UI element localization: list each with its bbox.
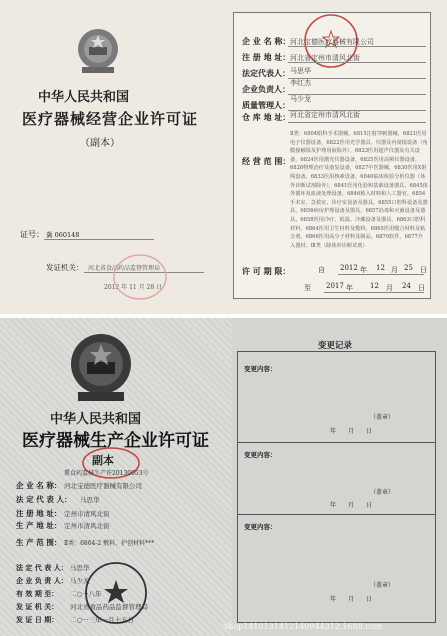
field-label-company: 企 业 名 称：: [242, 36, 291, 46]
validity-from-year: 2012: [340, 264, 358, 272]
validity-from-day-unit: 日: [420, 266, 427, 274]
change-seal-label-1: （盖章）: [370, 414, 395, 421]
cert-no-label: 证号：: [20, 230, 44, 239]
validity-to-year: 2017: [326, 282, 344, 290]
lower-value-manager: 马少龙: [70, 577, 90, 585]
change-record-box: [237, 351, 436, 623]
validity-from-day: 25: [404, 264, 413, 272]
lower-label-issue-date: 发 证 日 期：: [16, 615, 59, 624]
field-label-manager: 企业负责人：: [242, 84, 290, 94]
field-value-company: 河北宝德医疗器械有限公司: [290, 38, 374, 46]
field-value-legal-rep: 马思华: [290, 67, 311, 75]
validity-from-year-unit: 年: [360, 266, 367, 274]
national-emblem-large-icon: [62, 330, 140, 404]
field-label-validity: 许 可 期 限：: [242, 266, 291, 276]
issuer-label: 发证机关：: [46, 263, 84, 272]
field-value-manager: 李红杰: [290, 79, 311, 87]
field-label-quality: 质量管理人：: [242, 100, 290, 110]
validity-to-day: 24: [402, 282, 411, 290]
field-label-legal-rep: 法定代表人：: [242, 68, 290, 78]
lower-value-valid-until: 二○一八年: [70, 590, 102, 598]
top-license-title: 医疗器械经营企业许可证: [22, 110, 199, 128]
bottom-product-scope: Ⅱ类：6864-2 敷料、护创材料***: [64, 540, 155, 547]
bottom-copy-label: 副本: [92, 454, 114, 467]
validity-from-label: 自: [318, 266, 325, 274]
validity-to-day-unit: 日: [418, 284, 425, 292]
change-record-title: 变更记录: [318, 341, 353, 351]
bottom-field-value-prod-address: 定州市清风北街: [64, 522, 110, 530]
issue-date: 2012 年 11 月 28 日: [104, 284, 163, 291]
field-label-warehouse: 仓 库 地 址：: [242, 112, 291, 122]
lower-label-valid-until: 有 效 期 至：: [16, 589, 59, 598]
change-date-1: 年 月 日: [330, 428, 373, 435]
change-seal-label-3: （盖章）: [370, 582, 395, 589]
bottom-license-title: 医疗器械生产企业许可证: [22, 431, 209, 451]
bottom-field-value-legal-rep: 马思华: [80, 496, 100, 504]
lower-label-manager: 企 业 负 责 人：: [16, 576, 68, 585]
issuer-seal-icon: [78, 560, 154, 626]
field-value-quality: 马少龙: [290, 95, 311, 103]
top-copy-label: （副本）: [80, 138, 120, 149]
national-emblem-icon: [70, 25, 126, 77]
change-seal-label-2: （盖章）: [370, 489, 395, 496]
bottom-product-scope-label: 生 产 范 围：: [16, 538, 62, 547]
bottom-cert-no: 冀食药监械生产许20130053号: [64, 470, 149, 477]
lower-label-legal-rep: 法 定 代 表 人：: [16, 563, 68, 572]
bottom-field-label-prod-address: 生 产 地 址：: [16, 521, 62, 530]
bottom-field-label-legal-rep: 法 定 代 表 人：: [16, 495, 72, 504]
change-content-label-1: 变更内容：: [244, 365, 277, 373]
change-date-3: 年 月 日: [330, 596, 373, 603]
validity-to-month-unit: 月: [386, 284, 393, 292]
field-label-reg-address: 注 册 地 址：: [242, 52, 291, 62]
lower-value-legal-rep: 马思华: [70, 564, 90, 572]
lower-value-issue-date: 二○一三年一月十五日: [70, 616, 135, 624]
bottom-field-value-reg-address: 定州市清风北街: [64, 510, 110, 518]
bottom-field-value-company: 河北宝德医疗器械有限公司: [64, 482, 142, 490]
bottom-field-label-reg-address: 注 册 地 址：: [16, 509, 62, 518]
field-label-scope: 经 营 范 围：: [242, 156, 291, 166]
field-value-warehouse: 河北省定州市清风北街: [290, 111, 360, 119]
bottom-country-name: 中华人民共和国: [50, 412, 142, 427]
lower-label-issuer: 发 证 机 关：: [16, 602, 59, 611]
official-seal-icon: [110, 252, 170, 302]
validity-from-month-unit: 月: [391, 266, 398, 274]
change-content-label-3: 变更内容：: [244, 523, 277, 531]
watermark: shop1410131412140944312.1688.com: [224, 622, 383, 631]
business-scope-text: Ⅱ类：6804眼科手术器械，6815注射穿刺器械，6821医用电子仪器设备，6822医用光学器具、仪器及内窥镜设备（角膜接触镜及护理用液除外），6823医用超声仪器及有关设备，6824医用激光仪器设备，6825医用高频仪器设备，6826物理治疗及康复设备，6827中医器械，6830医用X射线设备，6833医用核素设备，6840临床检验分析仪器（体外诊断试剂除外），6841医用化验和基础设备器具，6845体外循环及血液处理设备，6846植入材料和人工器官，6854手术室、急救室、诊疗室设备及器具，6855口腔科设备及器具，6856病房护理设备及器具，6857消毒和灭菌设备及器具，6858医用冷疗、低温、冷藏设备及器具，6863口腔科材料，6864医用卫生材料及敷料，6865医用缝合材料及粘合剂，6866医用高分子材料及制品，6870软件，6877介入器材。Ⅲ类（除体外诊断试剂）: [290, 131, 428, 249]
validity-to-label: 至: [304, 284, 311, 292]
field-value-reg-address: 河北省定州市清风北街: [290, 54, 360, 62]
validity-to-year-unit: 年: [346, 284, 353, 292]
change-content-label-2: 变更内容：: [244, 451, 277, 459]
validity-from-month: 12: [376, 264, 385, 272]
top-country-name: 中华人民共和国: [38, 90, 130, 105]
bottom-field-label-company: 企 业 名 称：: [16, 481, 62, 490]
cert-no: 冀 060148: [46, 231, 80, 239]
lower-value-issuer: 河北省食品药品监督管理局: [70, 603, 148, 611]
issuer-name: 河北省食品药品监督管理局: [88, 265, 161, 272]
change-date-2: 年 月 日: [330, 502, 373, 509]
validity-to-month: 12: [370, 282, 379, 290]
